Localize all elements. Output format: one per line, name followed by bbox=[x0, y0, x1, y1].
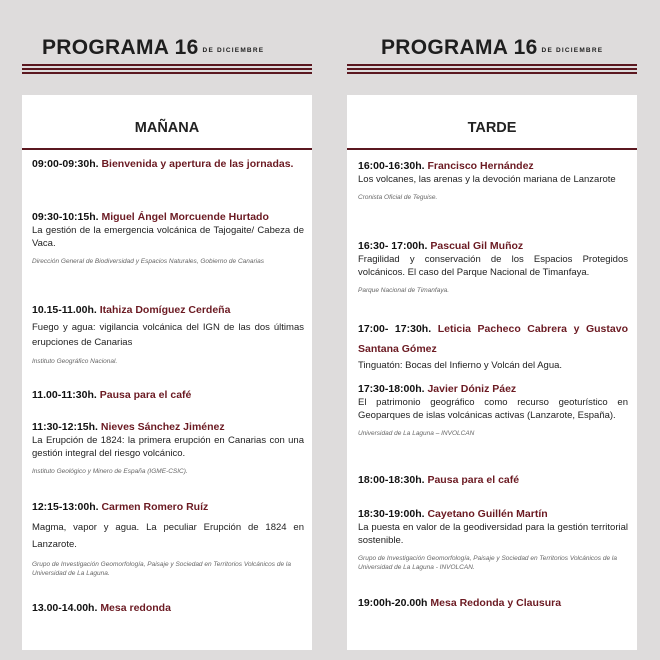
header-stripes bbox=[347, 64, 637, 76]
item-institution: Cronista Oficial de Teguise. bbox=[358, 194, 438, 201]
item-time: 19:00h-20.00h bbox=[358, 597, 428, 609]
program-header bbox=[347, 0, 637, 90]
schedule-item bbox=[358, 473, 628, 487]
item-description: Los volcanes, las arenas y la devoción mariana de Lanzarote bbox=[358, 174, 616, 185]
item-institution: Grupo de Investigación Geomorfología, Paisaje y Sociedad en Territorios Volcánicos de la Universidad de La Laguna. bbox=[32, 561, 291, 577]
section-divider bbox=[22, 148, 312, 150]
item-description: Fragilidad y conservación de los Espacios Protegidos volcánicos. El caso del Parque Nacional de Timanfaya. bbox=[358, 254, 628, 278]
item-time: 13.00-14.00h. bbox=[32, 602, 98, 614]
program-heading-date: DE DICIEMBRE bbox=[541, 47, 604, 54]
item-title: Mesa redonda bbox=[100, 602, 171, 614]
program-heading-date: DE DICIEMBRE bbox=[202, 47, 265, 54]
afternoon-column bbox=[347, 0, 637, 609]
schedule-card bbox=[22, 95, 312, 650]
program-heading: PROGRAMA 16 bbox=[42, 36, 199, 59]
item-time: 09:30-10:15h. bbox=[32, 211, 99, 223]
item-institution: Instituto Geográfico Nacional. bbox=[32, 358, 118, 365]
item-institution: Parque Nacional de Timanfaya. bbox=[358, 287, 449, 294]
item-speaker: Leticia Pacheco Cabrera y Gustavo Santana Gómez bbox=[358, 323, 628, 355]
item-time: 16:00-16:30h. bbox=[358, 160, 425, 172]
schedule-item bbox=[32, 157, 304, 171]
item-description: La gestión de la emergencia volcánica de Tajogaite/ Cabeza de Vaca. bbox=[32, 225, 304, 249]
item-institution: Dirección General de Biodiversidad y Espacios Naturales, Gobierno de Canarias bbox=[32, 258, 264, 265]
schedule-item bbox=[358, 239, 628, 295]
item-institution: Instituto Geológico y Minero de España (IGME-CSIC). bbox=[32, 468, 188, 475]
item-speaker: Nieves Sánchez Jiménez bbox=[100, 421, 225, 433]
item-time: 11.00-11:30h. bbox=[32, 389, 97, 401]
item-institution: Grupo de Investigación Geomorfología, Paisaje y Sociedad en Territorios Volcánicos de la Universidad de La Laguna - INVOLCAN. bbox=[358, 555, 617, 571]
item-time: 12:15-13:00h. bbox=[32, 501, 99, 513]
schedule-item bbox=[358, 159, 628, 202]
schedule-item bbox=[32, 601, 304, 615]
item-institution: Universidad de La Laguna – INVOLCAN bbox=[358, 430, 475, 437]
item-speaker: Pascual Gil Muñoz bbox=[430, 240, 524, 252]
item-title: Pausa para el café bbox=[99, 389, 192, 401]
item-time: 17:30-18:00h. bbox=[358, 383, 425, 395]
item-description: El patrimonio geográfico como recurso geoturístico en Geoparques de islas volcánicas activas (Lanzarote, España). bbox=[358, 397, 628, 421]
schedule-item bbox=[32, 420, 304, 476]
program-title bbox=[381, 36, 603, 60]
morning-column bbox=[22, 0, 312, 614]
schedule-item bbox=[358, 319, 628, 372]
item-time: 18:00-18:30h. bbox=[358, 474, 425, 486]
item-description: Tinguatón: Bocas del Infierno y Volcán del Agua. bbox=[358, 360, 563, 371]
item-title: Mesa Redonda y Clausura bbox=[430, 597, 562, 609]
schedule-item bbox=[32, 303, 304, 366]
schedule-item bbox=[32, 210, 304, 266]
item-title: Pausa para el café bbox=[427, 474, 520, 486]
item-time: 16:30- 17:00h. bbox=[358, 240, 428, 252]
item-title: Bienvenida y apertura de las jornadas. bbox=[101, 158, 294, 170]
section-title: MAÑANA bbox=[134, 120, 200, 136]
program-title bbox=[42, 36, 264, 60]
item-speaker: Francisco Hernández bbox=[427, 160, 534, 172]
item-time: 11:30-12:15h. bbox=[32, 421, 98, 433]
item-speaker: Cayetano Guillén Martín bbox=[427, 508, 548, 520]
item-time: 09:00-09:30h. bbox=[32, 158, 99, 170]
section-title: TARDE bbox=[467, 120, 517, 136]
item-speaker: Carmen Romero Ruíz bbox=[101, 501, 209, 513]
schedule-item bbox=[32, 500, 304, 578]
schedule-item bbox=[358, 596, 628, 610]
item-speaker: Itahiza Domíguez Cerdeña bbox=[99, 304, 231, 316]
schedule-item bbox=[358, 382, 628, 438]
schedule-card bbox=[347, 95, 637, 650]
header-stripes bbox=[22, 64, 312, 76]
schedule-item bbox=[32, 388, 304, 402]
item-time: 10.15-11.00h. bbox=[32, 304, 97, 316]
item-description: Fuego y agua: vigilancia volcánica del IGN de las dos últimas erupciones de Canarias bbox=[32, 322, 304, 348]
item-speaker: Javier Dóniz Páez bbox=[427, 383, 517, 395]
schedule-item bbox=[358, 507, 628, 572]
item-description: La Erupción de 1824: la primera erupción en Canarias con una gestión integral del riesgo volcánico. bbox=[32, 435, 304, 459]
item-time: 17:00- 17:30h. bbox=[358, 323, 432, 335]
section-divider bbox=[347, 148, 637, 150]
program-header bbox=[22, 0, 312, 90]
item-description: La puesta en valor de la geodiversidad para la gestión territorial sostenible. bbox=[358, 522, 628, 546]
item-speaker: Miguel Ángel Morcuende Hurtado bbox=[101, 211, 269, 223]
item-time: 18:30-19:00h. bbox=[358, 508, 425, 520]
program-heading: PROGRAMA 16 bbox=[381, 36, 538, 59]
item-description: Magma, vapor y agua. La peculiar Erupción de 1824 en Lanzarote. bbox=[32, 522, 304, 550]
